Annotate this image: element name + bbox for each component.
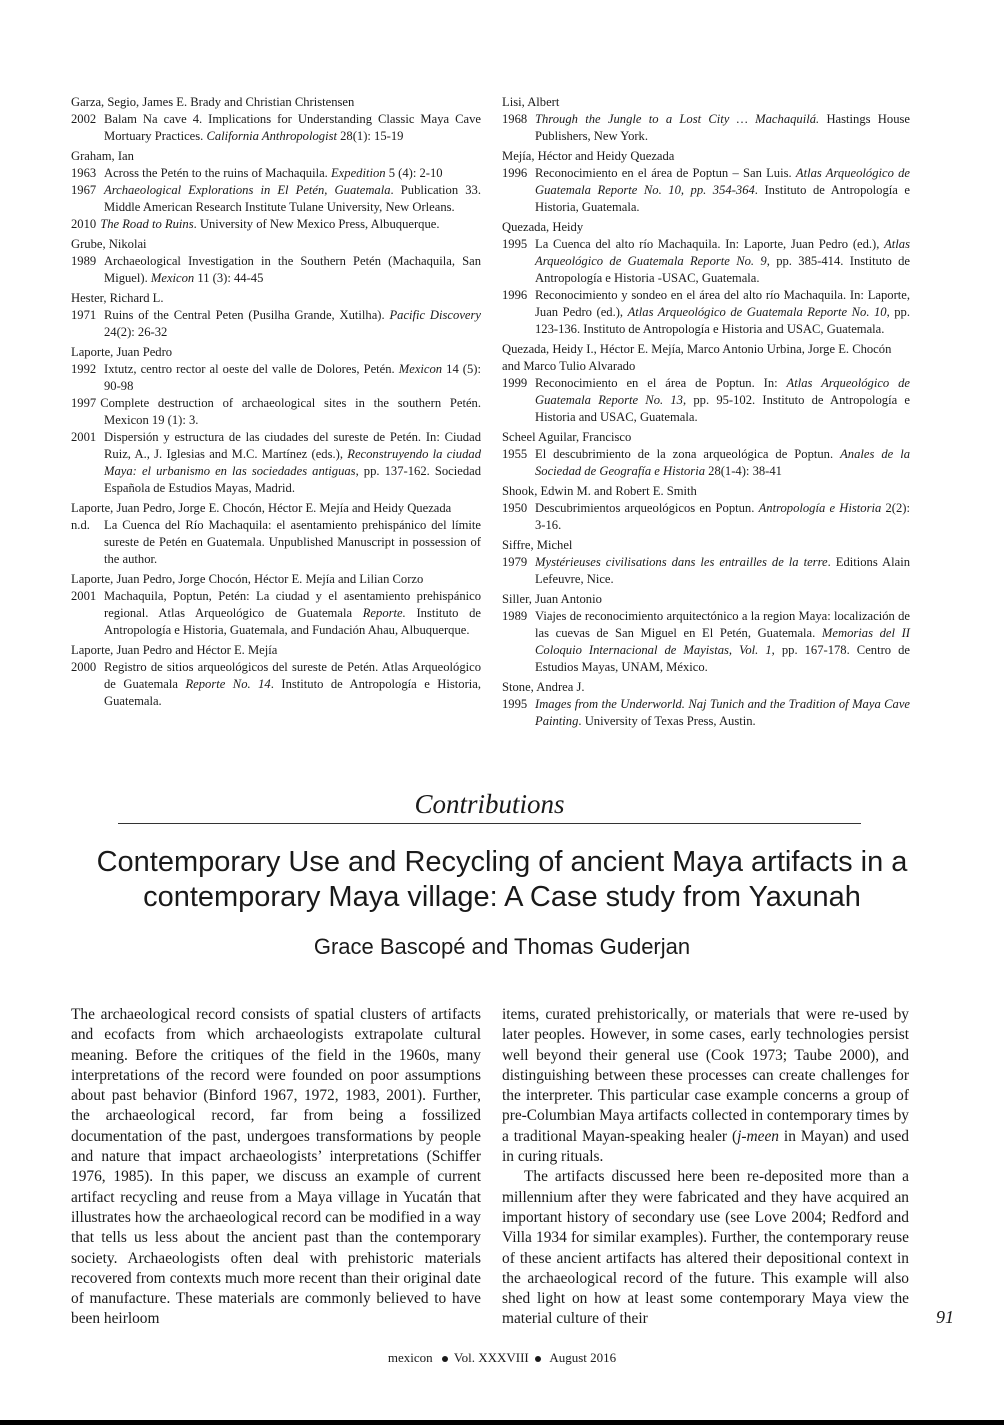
reference-year: 1992: [71, 362, 97, 376]
reference-item: [71, 182, 481, 216]
reference-text: 24(2): 26-32: [104, 325, 168, 339]
reference-year: 1995: [502, 237, 528, 251]
reference-entry: [71, 148, 481, 233]
reference-title: Atlas Arqueológico de Guatemala Reporte No. 10, pp. 354-364: [535, 166, 910, 197]
reference-item: [71, 517, 481, 568]
reference-year: 1967: [71, 183, 97, 197]
reference-item: [71, 111, 481, 145]
reference-year: 1999: [502, 376, 528, 390]
reference-year: 2000: [71, 660, 97, 674]
reference-item: [502, 165, 910, 216]
reference-item: [502, 500, 910, 534]
reference-author: Stone, Andrea J.: [502, 680, 585, 694]
reference-text: . Instituto de Antropología e Historia, Guatemala.: [104, 677, 482, 708]
bullet-icon: [535, 1356, 541, 1362]
reference-author: Scheel Aguilar, Francisco: [502, 430, 632, 444]
article-title: Contemporary Use and Recycling of ancient Maya artifacts in a contemporary Maya village: A Case study from Yaxunah: [96, 846, 908, 913]
reference-item: [502, 236, 910, 287]
reference-title: Memorias del II Coloquio Internacional de Mayistas, Vol. 1: [535, 626, 910, 657]
reference-item: [71, 429, 481, 497]
reference-text: Reconocimiento en el área de Poptun. In:: [535, 376, 787, 390]
reference-text: . Instituto de Antropología e Historia, Guatemala.: [535, 183, 910, 214]
reference-entry: [71, 94, 481, 145]
reference-author: Laporte, Juan Pedro, Jorge Chocón, Héctor E. Mejía and Lilian Corzo: [71, 572, 424, 586]
reference-year: 1968: [502, 112, 528, 126]
reference-author: Siller, Juan Antonio: [502, 592, 602, 606]
reference-text: 14 (5): 90-98: [104, 362, 481, 393]
reference-item: [502, 554, 910, 588]
reference-text: . Editions Alain Lefeuvre, Nice.: [535, 555, 911, 586]
reference-entry: [502, 219, 910, 338]
reference-entry: [502, 483, 910, 534]
reference-author: Quezada, Heidy: [502, 220, 584, 234]
reference-item: [502, 287, 910, 338]
reference-year: 1971: [71, 308, 97, 322]
reference-author: Hester, Richard L.: [71, 291, 164, 305]
reference-text: Registro de sitios arqueológicos del sureste de Petén. Atlas Arqueológico de Guatemala: [104, 660, 481, 691]
reference-text: . University of New Mexico Press, Albuquerque.: [193, 217, 440, 231]
reference-year: 2001: [71, 589, 97, 603]
reference-item: [502, 696, 910, 730]
body-paragraph: The archaeological record consists of spatial clusters of artifacts and ecofacts from which archaeologists extrapolate cultural meaning. Before the critiques of the field in the 1960s, many interpretations of the record were founded on poor assumptions about past behavior (Binford 1967, 1972, 1983, 2001). Further, the archaeological record, far from being a fossilized documentation of the past, undergoes transformations by people and nature that impact archaeologists’ interpretations (Schiffer 1976, 1985). In this paper, we discuss an example of current artifact recycling and reuse from a Maya village in Yucatán that illustrates how the archaeological record can be modified in a way that tells us less about the ancient past than the contemporary society. Archaeologists often deal with prehistoric materials recovered from contexts much more recent than their original date of manufacture. These materials are commonly believed to have been heirloom: [71, 1006, 481, 1328]
reference-author: Laporte, Juan Pedro: [71, 345, 173, 359]
reference-entry: [502, 148, 910, 216]
reference-title: Pacific Discovery: [389, 308, 481, 322]
reference-title: Antropología e Historia: [758, 501, 882, 515]
reference-title: The Road to Ruins: [100, 217, 194, 231]
reference-year: 2010: [71, 217, 97, 231]
reference-text: 28(1-4): 38-41: [705, 464, 782, 478]
footer-date: August 2016: [549, 1350, 617, 1365]
reference-item: [71, 216, 481, 233]
reference-title: Reporte No. 14: [185, 677, 271, 691]
article-authors: Grace Bascopé and Thomas Guderjan: [313, 934, 691, 959]
reference-title: Through the Jungle to a Lost City … Machaquilá.: [535, 112, 820, 126]
reference-text: El descubrimiento de la zona arqueológica de Poptun.: [535, 447, 841, 461]
reference-text: Hastings House Publishers, New York.: [535, 112, 910, 143]
reference-year: 1979: [502, 555, 528, 569]
reference-title: Atlas Arqueológico de Guatemala Reporte No. 9: [535, 237, 910, 268]
reference-title: Archaeological Explorations in El Petén, Guatemala: [104, 183, 391, 197]
body-text: items, curated prehistorically, or materials that were re-used by later peoples. However, in some cases, early technologies persist well beyond their general use (Cook 1973; Taube 2000), and distinguishing between these processes can create challenges for the interpreter. This particular case example concerns a group of pre-Columbian Maya artifacts collected in contemporary times by a traditional Mayan-speaking healer (: [502, 1006, 909, 1145]
reference-text: Complete destruction of archaeological sites in the southern Petén. Mexicon 19 (1): 3.: [100, 396, 481, 427]
reference-entry: [502, 591, 910, 676]
reference-year: 2001: [71, 430, 97, 444]
reference-text: Ixtutz, centro rector al oeste del valle de Dolores, Petén.: [104, 362, 399, 376]
reference-author: Graham, Ian: [71, 149, 134, 163]
reference-year: 1989: [502, 609, 528, 623]
reference-item: [71, 588, 481, 639]
section-heading: Contributions: [414, 789, 565, 819]
reference-year: 1950: [502, 501, 528, 515]
reference-item: [71, 307, 481, 341]
reference-text: Archaeological Investigation in the Southern Petén (Machaquila, San Miguel).: [104, 254, 481, 285]
reference-item: [502, 446, 910, 480]
footer-volume: Vol. XXXVIII: [453, 1350, 529, 1365]
reference-entry: [502, 679, 910, 730]
reference-text: La Cuenca del alto río Machaquila. In: Laporte, Juan Pedro (ed.),: [535, 237, 885, 251]
reference-title: California Anthropologist: [206, 129, 337, 143]
reference-year: 1955: [502, 447, 528, 461]
reference-text: La Cuenca del Río Machaquila: el asentamiento prehispánico del límite sureste de Petén en Guatemala. Unpublished Manuscript in possession of the author.: [104, 518, 481, 566]
references-left-column: [71, 94, 481, 713]
reference-entry: [71, 500, 481, 568]
reference-title: Images from the Underworld. Naj Tunich and the Tradition of Maya Cave Painting: [535, 697, 910, 728]
body-paragraph: The artifacts discussed here been re-deposited more than a millennium after they were fabricated and they have acquired an important history of secondary use (see Love 2004; Redford and Villa 1934 for similar examples). Further, the contemporary reuse of these ancient artifacts has altered their depositional context in the archaeological record of the future. This example will also shed light on how at least some contemporary Maya view the material culture of their: [502, 1168, 909, 1328]
reference-text: Viajes de reconocimiento arquitectónico a la region Maya: localización de las cuevas de San Miguel en El Petén, Guatemala.: [535, 609, 910, 640]
reference-year: 1997: [71, 396, 97, 410]
reference-title: Anales de la Sociedad de Geografía e Historia: [535, 447, 910, 478]
reference-item: [71, 165, 481, 182]
reference-author: Mejía, Héctor and Heidy Quezada: [502, 149, 675, 163]
reference-text: . University of Texas Press, Austin.: [578, 714, 756, 728]
reference-entry: [71, 344, 481, 497]
reference-year: n.d.: [71, 518, 90, 532]
reference-text: 5 (4): 2-10: [385, 166, 443, 180]
reference-author: Quezada, Heidy I., Héctor E. Mejía, Marco Antonio Urbina, Jorge E. Chocón and Marco Tulio Alvarado: [502, 342, 892, 373]
reference-text: Instituto de Antropología e Historia, Guatemala, and Fundación Ahau, Albuquerque.: [104, 606, 481, 637]
reference-item: [71, 395, 481, 429]
reference-text: Ruins of the Central Peten (Pusilha Grande, Xutilha).: [104, 308, 390, 322]
reference-author: Lisi, Albert: [502, 95, 560, 109]
page-number: 91: [936, 1307, 954, 1327]
reference-text: Reconocimiento en el área de Poptun – San Luis.: [535, 166, 796, 180]
body-italic-term: j-meen: [737, 1127, 779, 1145]
reference-title: Reconstruyendo la ciudad Maya: el urbanismo en las sociedades antiguas: [104, 447, 481, 478]
reference-author: Garza, Segio, James E. Brady and Christian Christensen: [71, 95, 355, 109]
reference-entry: [502, 341, 910, 426]
reference-author: Grube, Nikolai: [71, 237, 147, 251]
reference-text: Balam Na cave 4. Implications for Understanding Classic Maya Cave Mortuary Practices.: [104, 112, 481, 143]
reference-item: [502, 111, 910, 145]
reference-author: Laporte, Juan Pedro, Jorge E. Chocón, Héctor E. Mejía and Heidy Quezada: [71, 501, 452, 515]
reference-text: . Publication 33. Middle American Research Institute Tulane University, New Orleans.: [104, 183, 481, 214]
reference-author: Siffre, Michel: [502, 538, 573, 552]
reference-year: 1989: [71, 254, 97, 268]
reference-year: 2002: [71, 112, 97, 126]
reference-year: 1996: [502, 166, 528, 180]
bullet-icon: [442, 1356, 448, 1362]
reference-item: [71, 361, 481, 395]
reference-year: 1996: [502, 288, 528, 302]
reference-item: [502, 375, 910, 426]
reference-text: , pp. 167-178. Centro de Estudios Mayas, UNAM, México.: [535, 643, 910, 674]
reference-text: Machaquila, Poptun, Petén: La ciudad y el asentamiento prehispánico regional. Atlas Arqueológico de Guatemala: [104, 589, 481, 620]
reference-text: 28(1): 15-19: [336, 129, 404, 143]
reference-author: Shook, Edwin M. and Robert E. Smith: [502, 484, 697, 498]
reference-text: 2(2): 3-16.: [535, 501, 910, 532]
reference-entry: [71, 236, 481, 287]
reference-entry: [502, 429, 910, 480]
body-right-column: [502, 1005, 909, 1330]
reference-text: 11 (3): 44-45: [194, 271, 264, 285]
references-right-column: [502, 94, 910, 733]
body-left-column: [71, 1005, 481, 1330]
reference-item: [71, 253, 481, 287]
bottom-border: [0, 1420, 1004, 1425]
footer-journal: mexicon: [387, 1350, 433, 1365]
reference-title: Reporte.: [362, 606, 406, 620]
reference-item: [502, 608, 910, 676]
reference-entry: [71, 571, 481, 639]
reference-entry: [71, 642, 481, 710]
reference-title: Atlas Arqueológico de Guatemala Reporte No. 10: [627, 305, 887, 319]
reference-text: Across the Petén to the ruins of Machaquila.: [104, 166, 331, 180]
reference-title: Mystérieuses civilisations dans les entrailles de la terre: [535, 555, 828, 569]
reference-text: , pp. 95-102. Instituto de Antropología e Historia and USAC, Guatemala.: [535, 393, 910, 424]
page-footer: [0, 1350, 1004, 1366]
reference-text: , pp. 123-136. Instituto de Antropología e Historia and USAC, Guatemala.: [535, 305, 910, 336]
reference-title: Mexicon: [398, 362, 443, 376]
section-divider: [118, 823, 861, 824]
body-text: in Mayan) and used in curing rituals.: [502, 1127, 909, 1166]
reference-text: Reconocimiento y sondeo en el área del alto río Machaquila. In: Laporte, Juan Pedro (ed.),: [535, 288, 910, 319]
reference-title: Expedition: [330, 166, 386, 180]
reference-entry: [502, 94, 910, 145]
reference-title: Mexicon: [150, 271, 195, 285]
reference-text: Descubrimientos arqueológicos en Poptun.: [535, 501, 759, 515]
reference-year: 1963: [71, 166, 97, 180]
reference-entry: [502, 537, 910, 588]
reference-text: , pp. 385-414. Instituto de Antropología e Historia -USAC, Guatemala.: [535, 254, 910, 285]
reference-text: , pp. 137-162. Sociedad Española de Estudios Mayas, Madrid.: [104, 464, 482, 495]
reference-year: 1995: [502, 697, 528, 711]
reference-entry: [71, 290, 481, 341]
reference-title: Atlas Arqueológico de Guatemala Reporte No. 13: [535, 376, 910, 407]
reference-author: Laporte, Juan Pedro and Héctor E. Mejía: [71, 643, 278, 657]
reference-text: Dispersión y estructura de las ciudades del sureste de Petén. In: Ciudad Ruiz, A., J. Iglesias and M.C. Martínez (eds.),: [104, 430, 481, 461]
reference-item: [71, 659, 481, 710]
body-paragraph: [502, 1005, 909, 1167]
